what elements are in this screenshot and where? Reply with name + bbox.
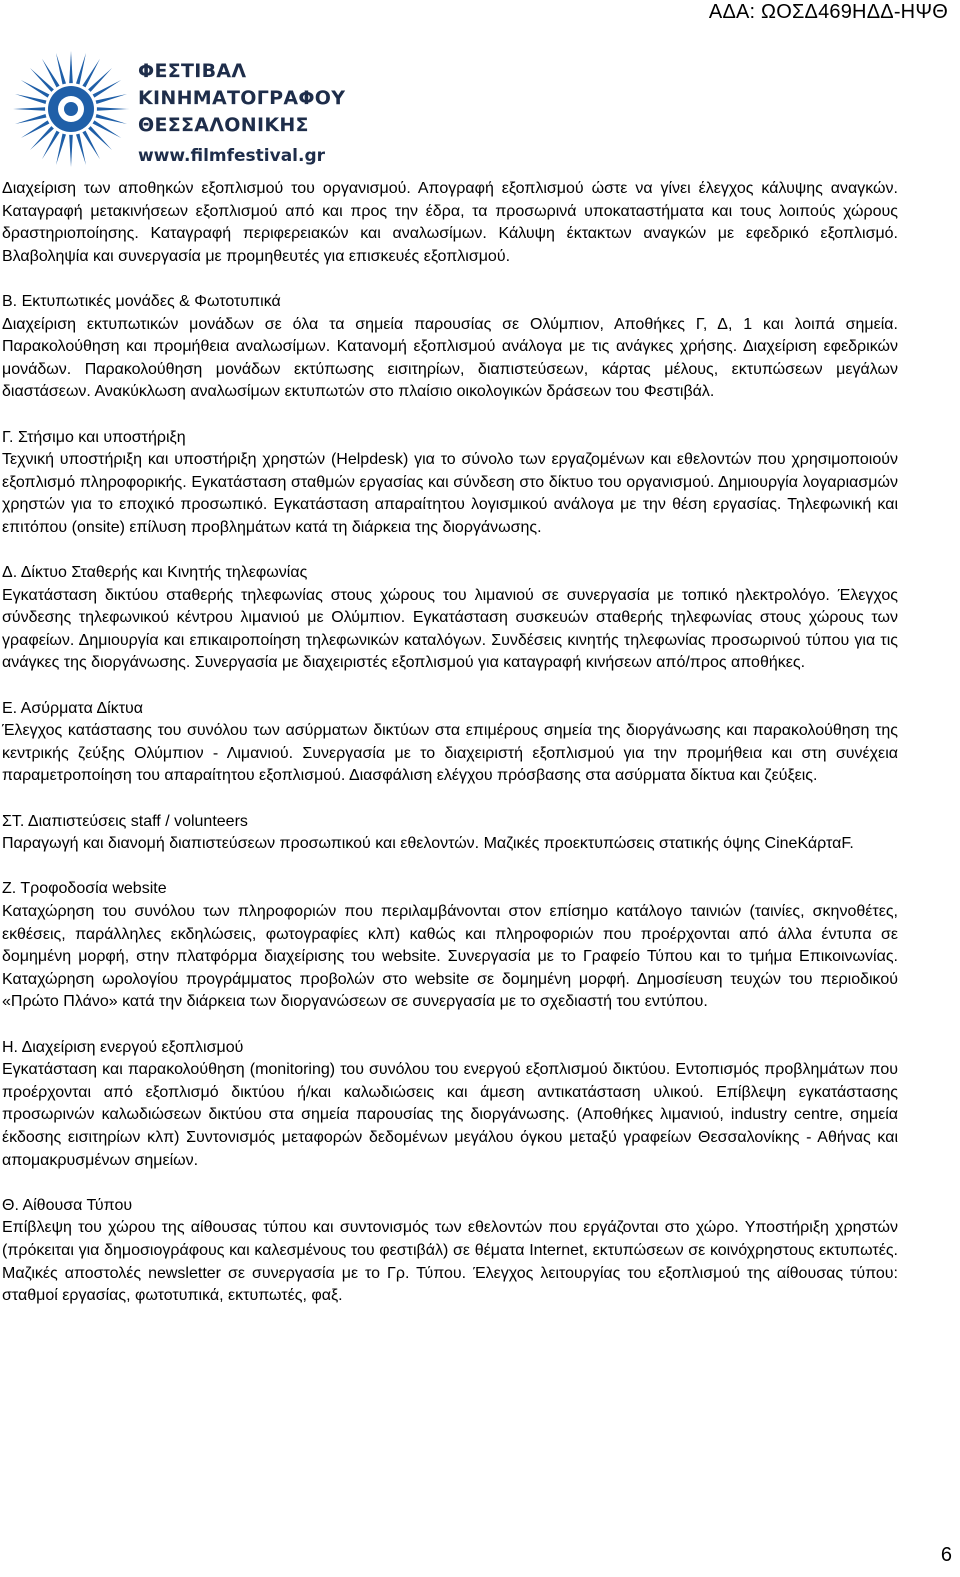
- sun-ray: [15, 94, 46, 104]
- logo-wordmark: [138, 58, 345, 169]
- sun-ray: [96, 94, 127, 104]
- section-e: [2, 698, 898, 788]
- sun-emblem-icon: [10, 48, 132, 170]
- section-d: [2, 562, 898, 675]
- section-st: [2, 811, 898, 856]
- sun-ray: [97, 107, 129, 111]
- ada-header: ΑΔΑ: ΩΟΣΔ469ΗΔΔ-ΗΨΘ: [708, 1, 948, 23]
- section-body: Διαχείριση εκτυπωτικών μονάδων σε όλα τα σημεία παρουσίας σε Ολύμπιον, Αποθήκες Γ, Δ, 1 και λοιπά σημεία. Παρακολούθηση και προμήθεια αναλωσίμων. Κατανομή εξοπλισμού ανάλογα με τις ανάγκες χρήσης. Διαχείριση εφεδρικών μονάδων. Παρακολούθηση μονάδων εκτύπωσης εισιτηρίων, διαπιστεύσεων, κάρτας μέλους, εκτυπώσεων μεγάλων διαστάσεων. Ανακύκλωση αναλωσίμων εκτυπωτών στο πλαίσιο οικολογικών δράσεων του Φεστιβάλ.: [2, 315, 898, 401]
- logo-line-3: ΘΕΣΣΑΛΟΝΙΚΗΣ: [138, 114, 309, 136]
- section-body: Εγκατάσταση δικτύου σταθερής τηλεφωνίας στους χώρους του λιμανιού σε συνεργασία με τοπικό ηλεκτρολόγο. Έλεγχος σύνδεσης τηλεφωνικού κέντρου λιμανιού με Ολύμπιον. Εγκατάσταση συσκευών σταθερής τηλεφωνίας στους χώρους των γραφείων. Δημιουργία και επικαιροποίηση τηλεφωνικών καταλόγων. Συνδέσεις κινητής τηλεφωνίας προσωρινού τύπου για τις ανάγκες της διοργάνωσης. Συνεργασία με διαχειριστές εξοπλισμού για καταγραφή κινήσεων από/προς αποθήκες.: [2, 586, 898, 672]
- section-title: Ζ. Τροφοδοσία website: [2, 880, 167, 898]
- sun-ray: [13, 107, 45, 111]
- section-title: ΣΤ. Διαπιστεύσεις staff / volunteers: [2, 812, 248, 830]
- sun-ray: [69, 51, 73, 83]
- section-th: [2, 1195, 898, 1308]
- section-g: [2, 427, 898, 540]
- section-body: Εγκατάσταση και παρακολούθηση (monitoring) του συνόλου του ενεργού εξοπλισμού δικτύου. Εντοπισμός προβλημάτων που προέρχονται από εξοπλισμό δικτύου ή/και καλωδιώσεις και άμεση αντικατάσταση υλικού. Επίβλεψη εγκατάστασης προσωρινών καλωδιώσεων δικτύου στα σημεία παρουσίας της διοργάνωσης. (Αποθήκες λιμανιού, industry centre, σημεία έκδοσης εισιτηρίων κλπ) Συντονισμός μεταφορών δεδομένων μεγάλου όγκου μεταξύ γραφείων Θεσσαλονίκης - Αθήνας και απομακρυσμένων σημείων.: [2, 1061, 898, 1169]
- section-title: Η. Διαχείριση ενεργού εξοπλισμού: [2, 1038, 244, 1056]
- section-title: Ε. Ασύρματα Δίκτυα: [2, 699, 144, 717]
- section-title: Β. Εκτυπωτικές μονάδες & Φωτοτυπικά: [2, 292, 281, 310]
- page-number: 6: [940, 1544, 952, 1566]
- section-body: Καταχώρηση του συνόλου των πληροφοριών που περιλαμβάνονται στον επίσημο κατάλογο ταινιών (ταινίες, σκηνοθέτες, εκθέσεις, παράλληλες εκδηλώσεις, φωτογραφίες κλπ) καθώς και πληροφοριών που προέρχονται από άλλα έντυπα σε δομημένη μορφή, στην πλατφόρμα διαχείρισης του website. Συνεργασία με το Γραφείο Τύπου και το τμήμα Επικοινωνίας. Καταχώρηση ωρολογίου προγράμματος προβολών στο website σε δομημένη μορφή. Δημοσίευση τευχών του περιοδικού «Πρώτο Πλάνο» κατά την διάρκεια των διοργανώσεων σε συνεργασία με το σχεδιαστή του εντύπου.: [2, 903, 898, 1011]
- section-body: Παραγωγή και διανομή διαπιστεύσεων προσωπικού και εθελοντών. Μαζικές προεκτυπώσεις στατικής όψης CineΚάρταF.: [2, 835, 854, 853]
- logo-line-2: ΚΙΝΗΜΑΤΟΓΡΑΦΟΥ: [138, 87, 346, 109]
- sun-ray: [76, 53, 86, 84]
- section-h: [2, 1037, 898, 1173]
- section-body: Τεχνική υποστήριξη και υποστήριξη χρηστών (Helpdesk) για το σύνολο των εργαζομένων και εθελοντών που χρησιμοποιούν εξοπλισμό πληροφορικής. Εγκατάσταση σταθμών εργασίας και σύνδεση στο δίκτυο του οργανισμού. Δημιουργία λογαριασμών χρηστών για το εποχικό προσωπικό. Εγκατάσταση απαραίτητου λογισμικού ανάλογα με την θέση εργασίας. Τηλεφωνική και επιτόπου (onsite) επίλυση προβλημάτων κατά τη διάρκεια της διοργάνωσης.: [2, 451, 898, 536]
- logo-url: www.filmfestival.gr: [138, 146, 326, 166]
- festival-logo: [10, 48, 370, 172]
- section-body: Έλεγχος κατάστασης του συνόλου των ασύρματων δικτύων στα επιμέρους σημεία της διοργάνωσης και παρακολούθηση της κεντρικής ζεύξης Ολύμπιον - Λιμανιού. Συνεργασία με το διαχειριστή εξοπλισμού για την προμήθεια και στη συνέχεια παραμετροποίηση του απαραίτητου εξοπλισμού. Διασφάλιση ελέγχου πρόσβασης στα ασύρματα δίκτυα και ζεύξεις.: [2, 722, 898, 785]
- sun-ray: [69, 135, 73, 167]
- intro-text: Διαχείριση των αποθηκών εξοπλισμού του οργανισμού. Απογραφή εξοπλισμού ώστε να γίνει έλεγχος κάλυψης αναγκών. Καταγραφή μετακινήσεων εξοπλισμού από και προς την έδρα, τα προσωρινά υποκαταστήματα και τους λοιπούς χώρους δραστηριοποίησης. Καταγραφή περιφερειακών και αναλωσίμων. Κάλυψη έκτακτων αναγκών με εφεδρικό εξοπλισμό. Βλαβοληψία και συνεργασία με προμηθευτές για επισκευές εξοπλισμού.: [2, 180, 898, 265]
- section-title: Δ. Δίκτυο Σταθερής και Κινητής τηλεφωνίας: [2, 564, 308, 582]
- sun-ray: [15, 114, 46, 124]
- section-title: Θ. Αίθουσα Τύπου: [2, 1196, 133, 1214]
- section-title: Γ. Στήσιμο και υποστήριξη: [2, 428, 186, 446]
- section-body: Επίβλεψη του χώρου της αίθουσας τύπου και συντονισμός των εθελοντών που εργάζονται στο χώρο. Υποστήριξη χρηστών (πρόκειται για δημοσιογράφους και καλεσμένους του φεστιβάλ) σε θέματα Internet, εκτυπώσεων σε κοινόχρηστους εκτυπωτές. Μαζικές αποστολές newsletter σε συνεργασία με το Γρ. Τύπου. Έλεγχος λειτουργίας του εξοπλισμού της αίθουσας τύπου: σταθμοί εργασίας, φωτοτυπικά, εκτυπωτές, φαξ.: [2, 1219, 898, 1305]
- intro-paragraph: [2, 178, 898, 268]
- section-z: [2, 878, 898, 1014]
- sun-ray: [96, 114, 127, 124]
- section-b: [2, 291, 898, 404]
- sun-ray: [56, 53, 66, 84]
- sun-ray: [76, 134, 86, 165]
- logo-line-1: ΦΕΣΤΙΒΑΛ: [138, 60, 247, 82]
- sun-ray: [56, 134, 66, 165]
- document-body: [2, 178, 898, 1330]
